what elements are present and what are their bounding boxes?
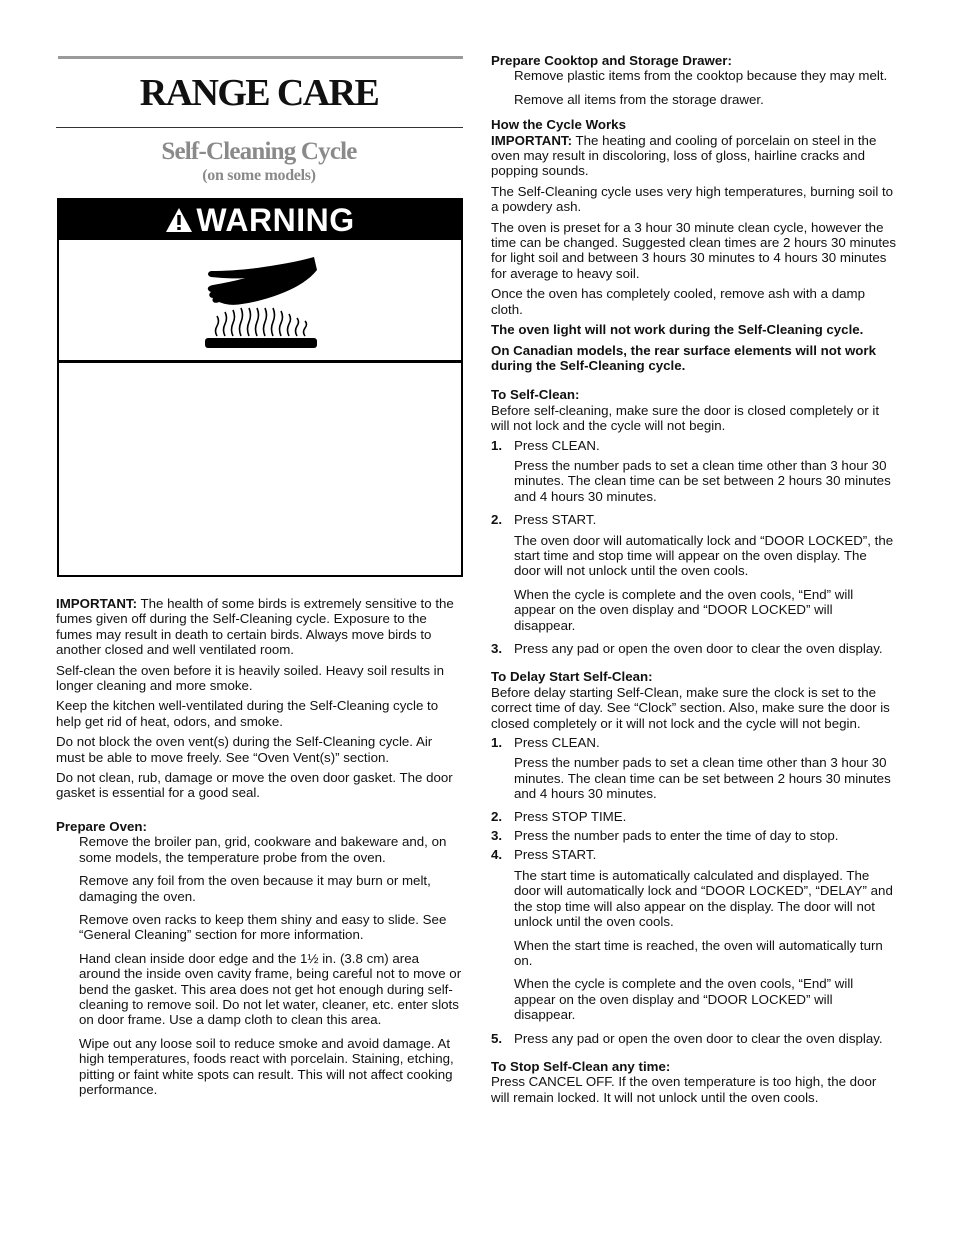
prepare-cooktop-heading: Prepare Cooktop and Storage Drawer: xyxy=(491,53,732,68)
right-column xyxy=(491,53,897,1105)
step-text: Press STOP TIME. xyxy=(514,808,627,824)
delay-step xyxy=(491,735,897,750)
step-number: 1. xyxy=(491,735,503,751)
step-detail: Press the number pads to set a clean time other than 3 hour 30 minutes. The clean time can be set between 2 hours 30 minutes and 4 hours 30 minutes. xyxy=(514,755,891,802)
self-clean-step xyxy=(491,512,897,527)
section-title: Self-Cleaning Cycle xyxy=(161,138,357,165)
step-number: 2. xyxy=(491,512,503,528)
paragraph: Do not block the oven vent(s) during the Self-Cleaning cycle. Air must be able to move freely. See “Oven Vent(s)” section. xyxy=(56,734,433,765)
step-detail: When the cycle is complete and the oven cools, “End” will appear on the oven display and “DOOR LOCKED” will disappear. xyxy=(514,976,854,1023)
prepare-oven-item: Hand clean inside door edge and the 1½ in. (3.8 cm) area around the inside oven cavity frame, being careful not to move or bend the gasket. This area does not get hot enough during self-cleaning to remove soil. Do not let water, cleaner, etc. enter slots on door frame. Use a damp cloth to clean this area. xyxy=(79,950,462,1028)
step-number: 2. xyxy=(491,808,503,824)
step-number: 3. xyxy=(491,641,503,656)
step-detail: The start time is automatically calculated and displayed. The door will automatically lock and “DOOR LOCKED”, “DELAY” and the stop time will also appear on the display. The door will not unlock until the oven cools. xyxy=(514,867,893,930)
warning-header xyxy=(59,200,461,240)
left-column xyxy=(56,56,462,1097)
paragraph: The Self-Cleaning cycle uses very high temperatures, burning soil to a powdery ash. xyxy=(491,183,894,215)
section-note: (on some models) xyxy=(202,167,316,184)
step-text: Press CLEAN. xyxy=(514,735,600,751)
step-detail: When the cycle is complete and the oven cools, “End” will appear on the oven display and “DOOR LOCKED” will disappear. xyxy=(514,586,854,633)
stop-self-clean-heading: To Stop Self-Clean any time: xyxy=(491,1058,671,1074)
warning-label: WARNING xyxy=(196,201,355,238)
paragraph: Self-clean the oven before it is heavily soiled. Heavy soil results in longer cleaning and more smoke. xyxy=(56,662,445,694)
prepare-oven-item: Remove oven racks to keep them shiny and easy to slide. See “General Cleaning” section for more information. xyxy=(79,911,447,943)
self-clean-step xyxy=(491,438,897,453)
how-important-label: IMPORTANT: xyxy=(491,132,573,148)
title-rule xyxy=(56,127,463,128)
delay-step xyxy=(491,809,897,824)
self-clean-step xyxy=(491,641,897,656)
warning-triangle-icon xyxy=(165,207,193,233)
stop-self-clean-text: Press CANCEL OFF. If the oven temperature is too high, the door will remain locked. It will not unlock until the oven cools. xyxy=(491,1074,877,1105)
step-detail: Press the number pads to set a clean time other than 3 hour 30 minutes. The clean time can be set between 2 hours 30 minutes and 4 hours 30 minutes. xyxy=(514,457,891,504)
delay-start-intro: Before delay starting Self-Clean, make sure the clock is set to the correct time of day. See “Clock” section. Also, make sure the door is closed completely or it will not lock and the cycle will not begin. xyxy=(491,684,890,731)
prepare-oven-item: Remove the broiler pan, grid, cookware and bakeware and, on some models, the temperature probe from the oven. xyxy=(79,834,447,865)
step-text: Press the number pads to enter the time of day to stop. xyxy=(514,828,839,844)
warning-pictogram xyxy=(59,240,461,363)
self-clean-heading: To Self-Clean: xyxy=(491,387,580,403)
step-number: 5. xyxy=(491,1030,503,1046)
step-text: Press any pad or open the oven door to clear the oven display. xyxy=(514,641,883,656)
prepare-cooktop-item: Remove plastic items from the cooktop because they may melt. xyxy=(514,68,888,84)
delay-step xyxy=(491,1031,897,1046)
step-detail: When the start time is reached, the oven will automatically turn on. xyxy=(514,937,883,968)
step-text: Press START. xyxy=(514,512,597,528)
delay-start-heading: To Delay Start Self-Clean: xyxy=(491,669,653,685)
warning-box xyxy=(57,198,463,577)
canadian-models-note: On Canadian models, the rear surface elements will not work during the Self-Cleaning cycle. xyxy=(491,342,876,373)
warning-body xyxy=(59,363,461,575)
prepare-cooktop-item: Remove all items from the storage drawer. xyxy=(514,91,764,107)
important-label: IMPORTANT: xyxy=(56,596,138,611)
step-detail: The oven door will automatically lock and “DOOR LOCKED”, the start time and stop time will appear on the oven display. The door will not unlock until the oven cools. xyxy=(514,532,894,579)
step-text: Press START. xyxy=(514,847,597,863)
paragraph: The oven is preset for a 3 hour 30 minute clean cycle, however the time can be changed. Suggested clean times are 2 hours 30 minutes for light soil and between 3 hours 30 minutes to 4 hours 30 minutes for average to heavy soil. xyxy=(491,219,897,281)
step-text: Press any pad or open the oven door to clear the oven display. xyxy=(514,1030,883,1046)
prepare-oven-item: Wipe out any loose soil to reduce smoke and avoid damage. At high temperatures, foods react with porcelain. Staining, etching, pitting or faint white spots can result. This will not affect cooking performance. xyxy=(79,1035,454,1097)
oven-light-note: The oven light will not work during the Self-Cleaning cycle. xyxy=(491,322,864,338)
paragraph: Keep the kitchen well-ventilated during the Self-Cleaning cycle to help get rid of heat, odors, and smoke. xyxy=(56,698,439,729)
paragraph: Do not clean, rub, damage or move the oven door gasket. The door gasket is essential for a good seal. xyxy=(56,770,453,801)
how-important-note xyxy=(491,133,897,179)
hot-surface-hand-icon xyxy=(59,240,461,360)
step-text: Press CLEAN. xyxy=(514,437,600,453)
important-text: The health of some birds is extremely sensitive to the fumes given off during the Self-Cleaning cycle. Exposure to the fumes may result in death to certain birds. Always move birds to another closed and well ventilated room. xyxy=(56,596,454,658)
how-cycle-works-heading: How the Cycle Works xyxy=(491,117,626,133)
step-number: 3. xyxy=(491,828,503,844)
delay-step xyxy=(491,847,897,862)
top-rule xyxy=(58,56,463,59)
page-title: RANGE CARE xyxy=(139,72,379,114)
paragraph: Once the oven has completely cooled, remove ash with a damp cloth. xyxy=(491,286,865,317)
how-important-text: The heating and cooling of porcelain on steel in the oven may result in discoloring, loss of gloss, hairline cracks and popping sounds. xyxy=(491,132,877,179)
step-number: 1. xyxy=(491,437,503,453)
prepare-oven-item: Remove any foil from the oven because it may burn or melt, damaging the oven. xyxy=(79,873,431,904)
important-note xyxy=(56,596,462,658)
step-number: 4. xyxy=(491,847,503,863)
self-clean-intro: Before self-cleaning, make sure the door is closed completely or it will not lock and the cycle will not begin. xyxy=(491,402,880,434)
prepare-oven-heading: Prepare Oven: xyxy=(56,818,147,834)
delay-step xyxy=(491,828,897,843)
